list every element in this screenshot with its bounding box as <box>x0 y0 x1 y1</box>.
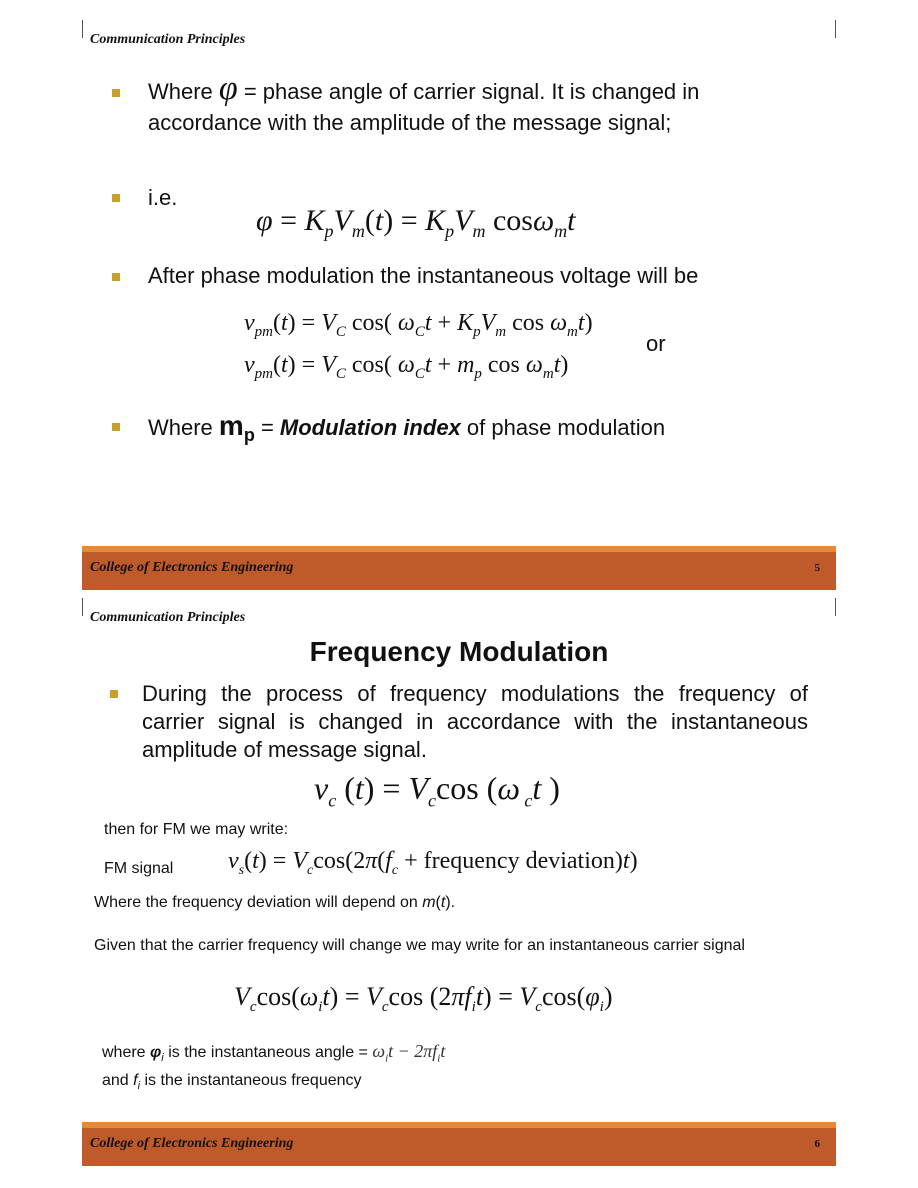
equation-vpm-2: $v_{pm}(t) = V_C$ cos( $\omega_Ct + m_p$ $\cos \omega_mt$) <box>244 352 569 382</box>
slide-header: Communication Principles <box>90 610 246 625</box>
bullet-icon <box>112 273 120 281</box>
bullet-icon <box>110 690 118 698</box>
equation-vc: $v_c$ $(t) = V_c\cos$ (ω $_c$t ) <box>314 770 560 811</box>
then-text: then for FM we may write: <box>104 821 289 838</box>
footer-text: College of Electronics Engineering <box>90 560 294 575</box>
given-text: Given that the carrier frequency will change we may write for an instantaneous carrier signal <box>94 937 745 954</box>
equation-vpm-1: $v_{pm}(t) = V_C$ cos( $\omega_Ct + K_pV_m$ $\cos \omega_mt$) <box>244 310 593 340</box>
slide-edge-right <box>835 20 836 38</box>
bullet-icon <box>112 194 120 202</box>
bullet-phase-angle: Where φ = phase angle of carrier signal. It is changed in accordance with the amplitude of the message signal; <box>148 70 700 135</box>
footer-stripe <box>82 546 836 552</box>
slide-edge-right <box>835 598 836 616</box>
page-number: 6 <box>814 1138 820 1150</box>
page-number: 5 <box>814 562 820 574</box>
or-label: or <box>646 331 666 356</box>
footer-stripe <box>82 1122 836 1128</box>
instantaneous-frequency-text: and $f_i$ is the instantaneous frequency <box>102 1072 362 1093</box>
bullet-modulation-index: Where $m_p$ = Modulation index of phase modulation <box>148 410 666 445</box>
instantaneous-angle-text: where $\varphi_i$ is the instantaneous angle = $\omega_it - 2\pi f_it$ <box>102 1041 446 1065</box>
slide-6 <box>82 598 836 1166</box>
slide-edge-left <box>82 20 83 38</box>
slide-header: Communication Principles <box>90 32 246 47</box>
fm-signal-label: FM signal <box>104 860 174 877</box>
equation-phi: $\varphi = K_pV_m(t) = K_pV_m$ cosω$_m$t <box>256 204 576 241</box>
equation-fm-signal: $v_s(t) = V_c\cos(2\pi(f_c$ + frequency deviation)t) <box>228 848 638 878</box>
bullet-instantaneous-voltage: After phase modulation the instantaneous voltage will be <box>148 263 699 288</box>
slide-footer <box>82 546 836 590</box>
bullet-fm-description: During the process of frequency modulations the frequency of carrier signal is changed in accordance with the instantaneous amplitude of message signal. <box>142 681 808 762</box>
bullet-icon <box>112 89 120 97</box>
frequency-deviation-text: Where the frequency deviation will depend on m(t). <box>94 894 456 911</box>
slide-footer <box>82 1122 836 1166</box>
equation-instantaneous: $V_c\cos(\omega_it) = V_c\cos$ $(2\pi f_it) = V_c\cos(\varphi_i)$ <box>234 982 613 1016</box>
slide-title: Frequency Modulation <box>309 636 609 667</box>
bullet-icon <box>112 423 120 431</box>
slide-5 <box>82 20 836 590</box>
bullet-ie: i.e. <box>148 185 178 210</box>
slide-edge-left <box>82 598 83 616</box>
footer-text: College of Electronics Engineering <box>90 1136 294 1151</box>
